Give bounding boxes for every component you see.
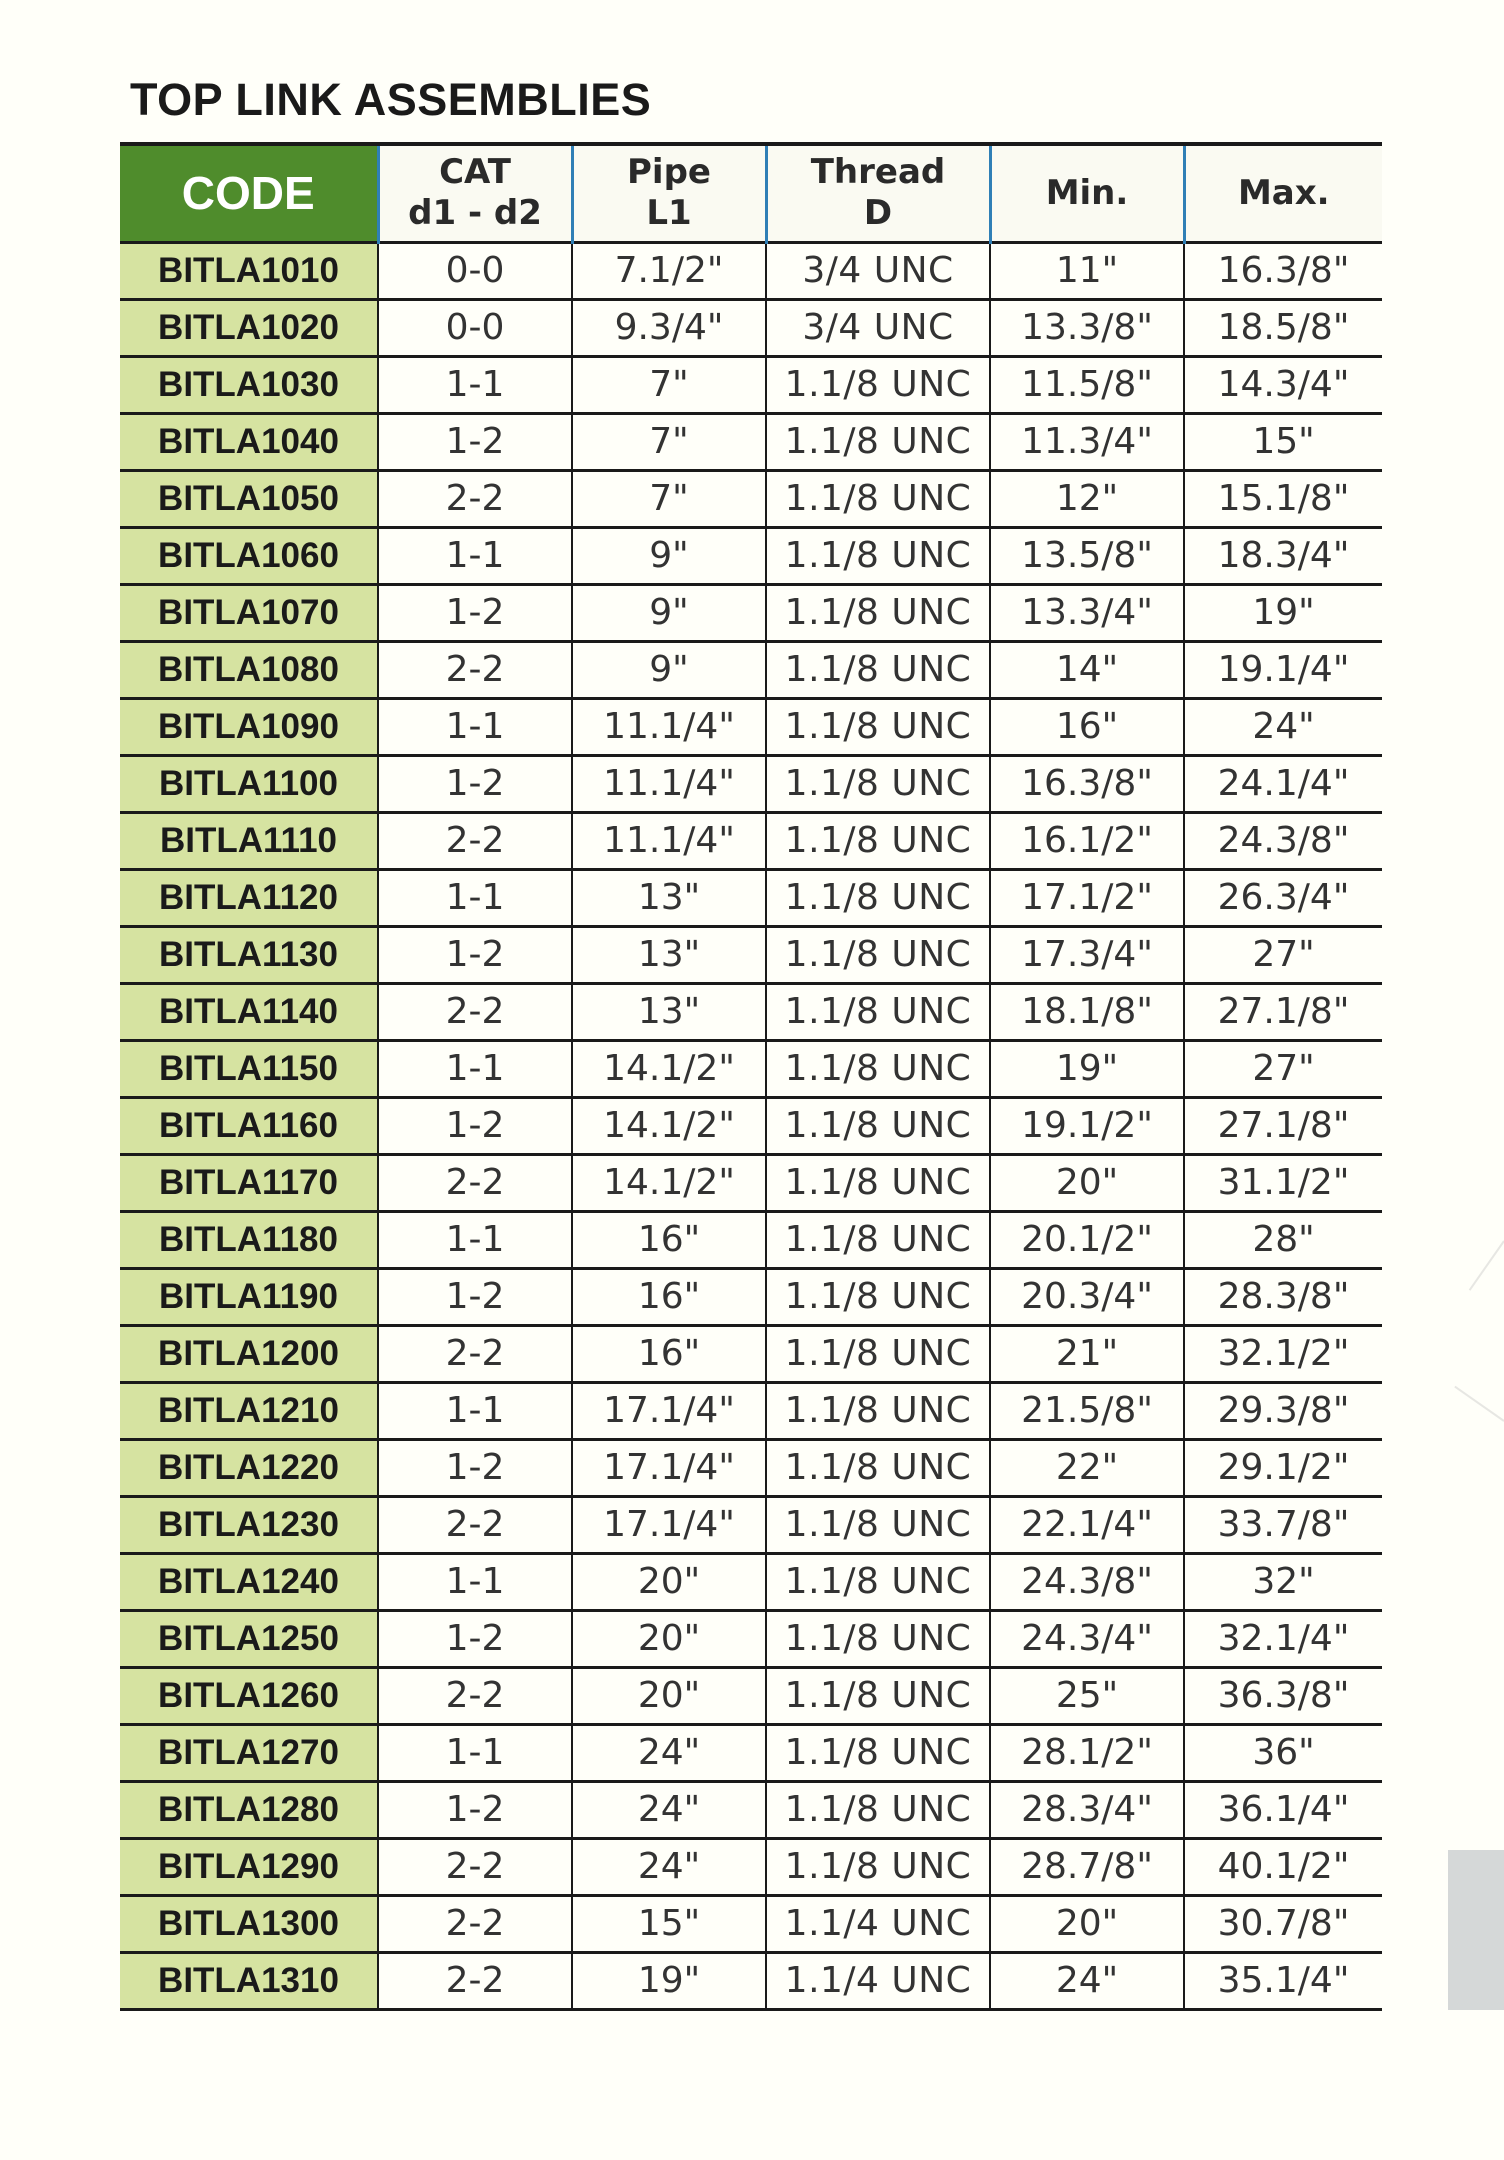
column-header-max-label: Max.: [1237, 172, 1330, 213]
table-row: [120, 584, 1382, 641]
table-row: [120, 1325, 1382, 1382]
table-row: [120, 356, 1382, 413]
pipe-length-cell: 11.1/4": [572, 755, 766, 812]
column-header-code: [120, 144, 378, 242]
decorative-line: [1469, 1240, 1504, 1290]
max-length-cell: 16.3/8": [1184, 242, 1382, 299]
min-length-cell: 24": [990, 1952, 1184, 2009]
cat-cell: 2-2: [378, 470, 572, 527]
max-length-cell: 33.7/8": [1184, 1496, 1382, 1553]
max-length-cell: 24": [1184, 698, 1382, 755]
thread-cell: 1.1/8 UNC: [766, 1496, 990, 1553]
pipe-length-cell: 16": [572, 1211, 766, 1268]
min-length-cell: 18.1/8": [990, 983, 1184, 1040]
pipe-length-cell: 13": [572, 926, 766, 983]
table-row: [120, 812, 1382, 869]
max-length-cell: 29.3/8": [1184, 1382, 1382, 1439]
code-cell: BITLA1010: [120, 242, 378, 299]
max-length-cell: 36.1/4": [1184, 1781, 1382, 1838]
code-cell: BITLA1170: [120, 1154, 378, 1211]
min-length-cell: 20": [990, 1895, 1184, 1952]
max-length-cell: 15.1/8": [1184, 470, 1382, 527]
cat-cell: 2-2: [378, 1154, 572, 1211]
table-row: [120, 1268, 1382, 1325]
cat-cell: 1-1: [378, 527, 572, 584]
column-header-pipe-line1: Pipe: [627, 152, 711, 193]
min-length-cell: 28.1/2": [990, 1724, 1184, 1781]
cat-cell: 1-2: [378, 926, 572, 983]
min-length-cell: 13.3/8": [990, 299, 1184, 356]
code-cell: BITLA1040: [120, 413, 378, 470]
thread-cell: 1.1/8 UNC: [766, 641, 990, 698]
thread-cell: 1.1/8 UNC: [766, 356, 990, 413]
table-row: [120, 983, 1382, 1040]
table-row: [120, 1040, 1382, 1097]
code-cell: BITLA1190: [120, 1268, 378, 1325]
pipe-length-cell: 14.1/2": [572, 1154, 766, 1211]
table-row: [120, 926, 1382, 983]
thread-cell: 1.1/8 UNC: [766, 755, 990, 812]
code-cell: BITLA1200: [120, 1325, 378, 1382]
code-cell: BITLA1180: [120, 1211, 378, 1268]
column-header-pipe: [572, 144, 766, 242]
max-length-cell: 28.3/8": [1184, 1268, 1382, 1325]
thread-cell: 1.1/8 UNC: [766, 1097, 990, 1154]
max-length-cell: 15": [1184, 413, 1382, 470]
table-row: [120, 1952, 1382, 2009]
thread-cell: 1.1/8 UNC: [766, 1325, 990, 1382]
min-length-cell: 22.1/4": [990, 1496, 1184, 1553]
code-cell: BITLA1160: [120, 1097, 378, 1154]
table-row: [120, 527, 1382, 584]
min-length-cell: 16.3/8": [990, 755, 1184, 812]
pipe-length-cell: 11.1/4": [572, 698, 766, 755]
cat-cell: 1-2: [378, 1097, 572, 1154]
max-length-cell: 27": [1184, 1040, 1382, 1097]
pipe-length-cell: 24": [572, 1838, 766, 1895]
max-length-cell: 27.1/8": [1184, 1097, 1382, 1154]
pipe-length-cell: 17.1/4": [572, 1439, 766, 1496]
pipe-length-cell: 7.1/2": [572, 242, 766, 299]
pipe-length-cell: 11.1/4": [572, 812, 766, 869]
table-row: [120, 869, 1382, 926]
min-length-cell: 13.5/8": [990, 527, 1184, 584]
code-cell: BITLA1090: [120, 698, 378, 755]
thread-cell: 1.1/8 UNC: [766, 1154, 990, 1211]
code-cell: BITLA1060: [120, 527, 378, 584]
code-cell: BITLA1240: [120, 1553, 378, 1610]
column-header-thread: [766, 144, 990, 242]
cat-cell: 2-2: [378, 1496, 572, 1553]
code-cell: BITLA1120: [120, 869, 378, 926]
max-length-cell: 26.3/4": [1184, 869, 1382, 926]
column-header-cat: [378, 144, 572, 242]
max-length-cell: 19.1/4": [1184, 641, 1382, 698]
pipe-length-cell: 17.1/4": [572, 1496, 766, 1553]
table-row: [120, 1553, 1382, 1610]
pipe-length-cell: 16": [572, 1268, 766, 1325]
table-row: [120, 755, 1382, 812]
thread-cell: 1.1/8 UNC: [766, 926, 990, 983]
table-row: [120, 1439, 1382, 1496]
code-cell: BITLA1140: [120, 983, 378, 1040]
cat-cell: 1-1: [378, 1724, 572, 1781]
min-length-cell: 19.1/2": [990, 1097, 1184, 1154]
thread-cell: 1.1/8 UNC: [766, 812, 990, 869]
max-length-cell: 27": [1184, 926, 1382, 983]
thread-cell: 1.1/8 UNC: [766, 1724, 990, 1781]
top-link-assemblies-table: [120, 142, 1382, 2011]
max-length-cell: 36.3/8": [1184, 1667, 1382, 1724]
thread-cell: 1.1/8 UNC: [766, 1781, 990, 1838]
pipe-length-cell: 13": [572, 869, 766, 926]
min-length-cell: 28.7/8": [990, 1838, 1184, 1895]
table-row: [120, 698, 1382, 755]
cat-cell: 2-2: [378, 641, 572, 698]
min-length-cell: 11.5/8": [990, 356, 1184, 413]
min-length-cell: 24.3/4": [990, 1610, 1184, 1667]
min-length-cell: 20": [990, 1154, 1184, 1211]
column-header-cat-line1: CAT: [439, 152, 511, 193]
code-cell: BITLA1310: [120, 1952, 378, 2009]
thread-cell: 1.1/8 UNC: [766, 1211, 990, 1268]
thread-cell: 1.1/8 UNC: [766, 413, 990, 470]
code-cell: BITLA1070: [120, 584, 378, 641]
cat-cell: 1-2: [378, 1439, 572, 1496]
max-length-cell: 35.1/4": [1184, 1952, 1382, 2009]
code-cell: BITLA1280: [120, 1781, 378, 1838]
code-cell: BITLA1290: [120, 1838, 378, 1895]
pipe-length-cell: 9": [572, 527, 766, 584]
cat-cell: 1-2: [378, 1610, 572, 1667]
max-length-cell: 18.5/8": [1184, 299, 1382, 356]
column-header-pipe-line2: L1: [646, 193, 692, 234]
code-cell: BITLA1050: [120, 470, 378, 527]
max-length-cell: 19": [1184, 584, 1382, 641]
table-row: [120, 1838, 1382, 1895]
column-header-thread-line2: D: [863, 193, 893, 234]
table-row: [120, 299, 1382, 356]
min-length-cell: 16": [990, 698, 1184, 755]
thread-cell: 1.1/8 UNC: [766, 1667, 990, 1724]
thread-cell: 1.1/8 UNC: [766, 584, 990, 641]
min-length-cell: 13.3/4": [990, 584, 1184, 641]
thread-cell: 3/4 UNC: [766, 242, 990, 299]
min-length-cell: 14": [990, 641, 1184, 698]
thread-cell: 1.1/8 UNC: [766, 1268, 990, 1325]
min-length-cell: 20.1/2": [990, 1211, 1184, 1268]
pipe-length-cell: 7": [572, 413, 766, 470]
page-title: TOP LINK ASSEMBLIES: [130, 74, 652, 125]
pipe-length-cell: 16": [572, 1325, 766, 1382]
thread-cell: 1.1/8 UNC: [766, 1382, 990, 1439]
column-header-thread-line1: Thread: [810, 152, 946, 193]
min-length-cell: 11.3/4": [990, 413, 1184, 470]
min-length-cell: 21": [990, 1325, 1184, 1382]
pipe-length-cell: 19": [572, 1952, 766, 2009]
code-cell: BITLA1300: [120, 1895, 378, 1952]
thread-cell: 1.1/8 UNC: [766, 1553, 990, 1610]
max-length-cell: 32.1/4": [1184, 1610, 1382, 1667]
min-length-cell: 17.3/4": [990, 926, 1184, 983]
max-length-cell: 40.1/2": [1184, 1838, 1382, 1895]
pipe-length-cell: 9": [572, 641, 766, 698]
pipe-length-cell: 15": [572, 1895, 766, 1952]
min-length-cell: 12": [990, 470, 1184, 527]
code-cell: BITLA1230: [120, 1496, 378, 1553]
max-length-cell: 29.1/2": [1184, 1439, 1382, 1496]
code-cell: BITLA1270: [120, 1724, 378, 1781]
max-length-cell: 32": [1184, 1553, 1382, 1610]
thread-cell: 1.1/8 UNC: [766, 1439, 990, 1496]
table-row: [120, 1154, 1382, 1211]
cat-cell: 1-1: [378, 1211, 572, 1268]
table-row: [120, 242, 1382, 299]
cat-cell: 1-2: [378, 755, 572, 812]
table-row: [120, 413, 1382, 470]
table-header-row: [120, 144, 1382, 242]
cat-cell: 1-1: [378, 1553, 572, 1610]
max-length-cell: 32.1/2": [1184, 1325, 1382, 1382]
thread-cell: 1.1/8 UNC: [766, 1040, 990, 1097]
cat-cell: 2-2: [378, 1895, 572, 1952]
pipe-length-cell: 24": [572, 1781, 766, 1838]
cat-cell: 1-1: [378, 356, 572, 413]
code-cell: BITLA1260: [120, 1667, 378, 1724]
table-row: [120, 470, 1382, 527]
cat-cell: 2-2: [378, 983, 572, 1040]
thread-cell: 1.1/8 UNC: [766, 470, 990, 527]
decorative-side-strip: [1448, 1850, 1504, 2010]
min-length-cell: 17.1/2": [990, 869, 1184, 926]
min-length-cell: 21.5/8": [990, 1382, 1184, 1439]
cat-cell: 0-0: [378, 299, 572, 356]
max-length-cell: 27.1/8": [1184, 983, 1382, 1040]
max-length-cell: 24.3/8": [1184, 812, 1382, 869]
cat-cell: 2-2: [378, 1325, 572, 1382]
thread-cell: 1.1/8 UNC: [766, 698, 990, 755]
pipe-length-cell: 20": [572, 1610, 766, 1667]
cat-cell: 1-2: [378, 413, 572, 470]
table-row: [120, 1097, 1382, 1154]
table-body: [120, 242, 1382, 2009]
table-row: [120, 1667, 1382, 1724]
decorative-line: [1454, 1386, 1504, 1422]
code-cell: BITLA1110: [120, 812, 378, 869]
max-length-cell: 18.3/4": [1184, 527, 1382, 584]
pipe-length-cell: 20": [572, 1553, 766, 1610]
code-cell: BITLA1020: [120, 299, 378, 356]
pipe-length-cell: 9.3/4": [572, 299, 766, 356]
cat-cell: 2-2: [378, 812, 572, 869]
column-header-code-label: CODE: [181, 166, 315, 219]
thread-cell: 1.1/8 UNC: [766, 983, 990, 1040]
column-header-cat-line2: d1 - d2: [408, 193, 542, 234]
min-length-cell: 25": [990, 1667, 1184, 1724]
min-length-cell: 19": [990, 1040, 1184, 1097]
table-row: [120, 1496, 1382, 1553]
cat-cell: 1-1: [378, 1382, 572, 1439]
pipe-length-cell: 24": [572, 1724, 766, 1781]
max-length-cell: 36": [1184, 1724, 1382, 1781]
pipe-length-cell: 17.1/4": [572, 1382, 766, 1439]
min-length-cell: 11": [990, 242, 1184, 299]
min-length-cell: 28.3/4": [990, 1781, 1184, 1838]
thread-cell: 1.1/8 UNC: [766, 869, 990, 926]
cat-cell: 1-1: [378, 698, 572, 755]
table-row: [120, 1724, 1382, 1781]
table-row: [120, 1211, 1382, 1268]
table-row: [120, 1895, 1382, 1952]
thread-cell: 1.1/4 UNC: [766, 1895, 990, 1952]
thread-cell: 1.1/4 UNC: [766, 1952, 990, 2009]
cat-cell: 1-1: [378, 869, 572, 926]
max-length-cell: 31.1/2": [1184, 1154, 1382, 1211]
column-header-max: [1184, 144, 1382, 242]
thread-cell: 1.1/8 UNC: [766, 527, 990, 584]
table-row: [120, 641, 1382, 698]
column-header-min: [990, 144, 1184, 242]
pipe-length-cell: 9": [572, 584, 766, 641]
max-length-cell: 30.7/8": [1184, 1895, 1382, 1952]
max-length-cell: 24.1/4": [1184, 755, 1382, 812]
pipe-length-cell: 7": [572, 470, 766, 527]
top-link-assemblies-table-wrap: [120, 142, 1382, 2011]
code-cell: BITLA1220: [120, 1439, 378, 1496]
pipe-length-cell: 14.1/2": [572, 1097, 766, 1154]
max-length-cell: 14.3/4": [1184, 356, 1382, 413]
cat-cell: 1-2: [378, 1781, 572, 1838]
cat-cell: 2-2: [378, 1838, 572, 1895]
code-cell: BITLA1130: [120, 926, 378, 983]
cat-cell: 0-0: [378, 242, 572, 299]
column-header-min-label: Min.: [1045, 172, 1129, 213]
min-length-cell: 22": [990, 1439, 1184, 1496]
pipe-length-cell: 20": [572, 1667, 766, 1724]
code-cell: BITLA1080: [120, 641, 378, 698]
min-length-cell: 16.1/2": [990, 812, 1184, 869]
table-row: [120, 1610, 1382, 1667]
table-row: [120, 1781, 1382, 1838]
thread-cell: 1.1/8 UNC: [766, 1610, 990, 1667]
pipe-length-cell: 7": [572, 356, 766, 413]
pipe-length-cell: 14.1/2": [572, 1040, 766, 1097]
thread-cell: 3/4 UNC: [766, 299, 990, 356]
cat-cell: 2-2: [378, 1952, 572, 2009]
table-row: [120, 1382, 1382, 1439]
cat-cell: 1-2: [378, 1268, 572, 1325]
min-length-cell: 20.3/4": [990, 1268, 1184, 1325]
code-cell: BITLA1030: [120, 356, 378, 413]
max-length-cell: 28": [1184, 1211, 1382, 1268]
pipe-length-cell: 13": [572, 983, 766, 1040]
cat-cell: 1-1: [378, 1040, 572, 1097]
cat-cell: 2-2: [378, 1667, 572, 1724]
code-cell: BITLA1150: [120, 1040, 378, 1097]
code-cell: BITLA1100: [120, 755, 378, 812]
thread-cell: 1.1/8 UNC: [766, 1838, 990, 1895]
cat-cell: 1-2: [378, 584, 572, 641]
code-cell: BITLA1250: [120, 1610, 378, 1667]
code-cell: BITLA1210: [120, 1382, 378, 1439]
min-length-cell: 24.3/8": [990, 1553, 1184, 1610]
